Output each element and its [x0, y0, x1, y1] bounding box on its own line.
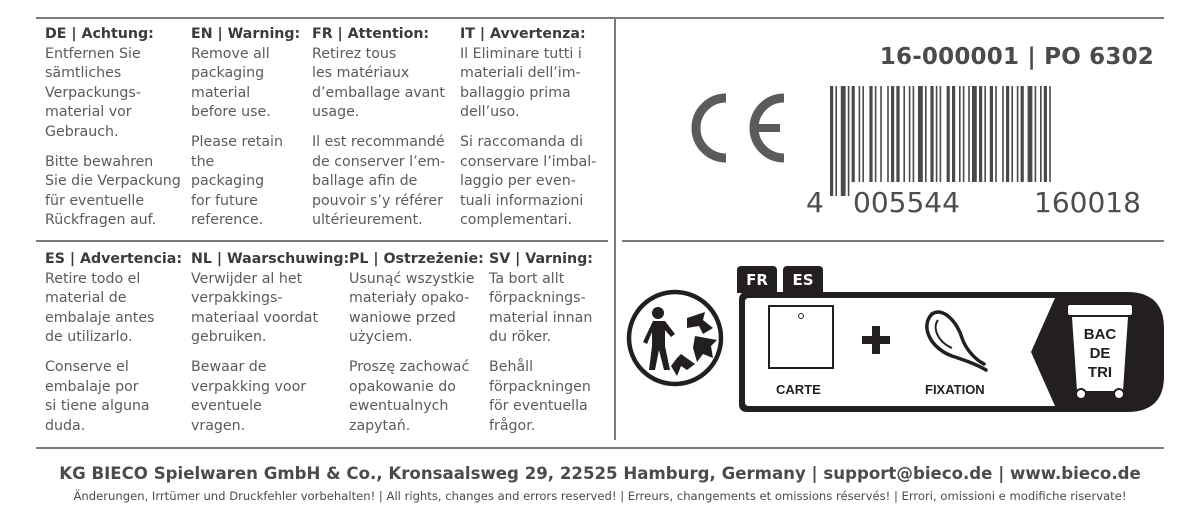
barcode-bar [1002, 86, 1004, 182]
warning-paragraph [489, 270, 593, 348]
barcode-bar [835, 86, 837, 196]
text-line: laggio per even- [460, 173, 576, 190]
barcode-bar [1017, 86, 1019, 182]
barcode-bar [909, 86, 911, 182]
barcode-bar [887, 86, 889, 182]
warning-paragraph [349, 358, 484, 436]
barcode-bar [1044, 86, 1047, 182]
text-line: für eventuelle [45, 192, 145, 209]
text-line: Bitte bewahren [45, 153, 154, 170]
warning-heading: IT | Avvertenza: [460, 26, 586, 42]
left-middle-rule [36, 240, 608, 242]
barcode-bar [1028, 86, 1033, 182]
warning-de [45, 25, 181, 231]
text-line: förpackningen [489, 378, 591, 395]
text-line: ultérieurement. [312, 212, 423, 229]
barcode-bar [959, 86, 961, 182]
barcode-bar [869, 86, 872, 182]
warning-es [45, 250, 182, 436]
tab-fr: FR [737, 266, 777, 293]
text-line: si tiene alguna [45, 398, 150, 415]
text-line: packaging [191, 173, 265, 190]
barcode-bar [952, 86, 955, 182]
barcode-digit-first: 4 [806, 186, 824, 219]
text-line: frågor. [489, 417, 536, 434]
barcode-bar [925, 86, 927, 182]
barcode-bar [995, 86, 997, 182]
text-line: waniowe przed [349, 309, 456, 326]
barcode-bar [891, 86, 894, 182]
warning-heading: ES | Advertencia: [45, 251, 182, 267]
text-line: eventuele [191, 398, 262, 415]
text-line: Il est recommandé [312, 133, 445, 150]
text-line: reference. [191, 212, 264, 229]
bin-text-line-1: BAC [1083, 326, 1117, 343]
text-line: conservare l’imbal- [460, 153, 597, 170]
text-line: complementari. [460, 212, 573, 229]
warning-paragraph [312, 133, 445, 231]
warning-paragraph [460, 45, 596, 123]
text-line: material innan [489, 309, 593, 326]
barcode-bar [918, 86, 923, 182]
barcode-bar [940, 86, 942, 182]
warning-paragraph [45, 45, 181, 143]
card-icon [768, 305, 834, 369]
top-rule [36, 17, 1164, 19]
barcode-bar [1021, 86, 1024, 182]
text-line: d’emballage avant [312, 84, 445, 101]
barcode-bar [1040, 86, 1042, 182]
text-line: embalaje antes [45, 309, 155, 326]
text-line: użyciem. [349, 329, 413, 346]
text-line: Retirez tous [312, 45, 397, 62]
text-line: Conserve el [45, 358, 129, 375]
text-line: Rückfragen auf. [45, 212, 157, 229]
text-line: vragen. [191, 417, 246, 434]
barcode-bar [936, 86, 938, 182]
text-line: Verwijder al het [191, 270, 303, 287]
text-line: before use. [191, 104, 271, 121]
warning-paragraph [45, 270, 182, 348]
barcode-bar [830, 86, 833, 196]
text-line: the [191, 153, 215, 170]
vertical-divider [614, 19, 616, 440]
bin-text-line-2: DE [1089, 345, 1111, 362]
warning-en [191, 25, 300, 231]
text-line: material de [45, 290, 127, 307]
warning-it [460, 25, 596, 231]
barcode-bar [947, 86, 950, 182]
text-line: Bewaar de [191, 358, 267, 375]
ce-mark-icon [686, 86, 792, 170]
barcode-bar [896, 86, 899, 182]
disclaimer-line: Änderungen, Irrtümer und Druckfehler vorbehalten! | All rights, changes and errors reserved! | Erreurs, changements et omissions réservés! | Errori, omissioni e modifiche riservate! [73, 489, 1127, 503]
text-line: sämtliches [45, 65, 122, 82]
barcode [828, 86, 1158, 196]
text-line: Please retain [191, 133, 283, 150]
text-line: packaging [191, 65, 265, 82]
text-line: dell’uso. [460, 104, 520, 121]
text-line: du röker. [489, 329, 552, 346]
text-line: embalaje por [45, 378, 139, 395]
barcode-bar [1011, 86, 1013, 182]
company-address-line: KG BIECO Spielwaren GmbH & Co., Kronsaalsweg 29, 22525 Hamburg, Germany | support@bieco.de | www.bieco.de [59, 464, 1141, 483]
warning-heading: SV | Varning: [489, 251, 593, 267]
barcode-bar [862, 86, 864, 182]
warning-paragraph [45, 153, 181, 231]
text-line: verpakkings- [191, 290, 283, 307]
warning-sv [489, 250, 593, 436]
barcode-bar [880, 86, 882, 182]
text-line: Entfernen Sie [45, 45, 141, 62]
barcode-bar [1049, 86, 1051, 182]
barcode-bar [848, 86, 850, 196]
barcode-bar [984, 86, 986, 182]
text-line: Gebrauch. [45, 123, 119, 140]
warning-heading: DE | Achtung: [45, 26, 154, 42]
plus-icon [861, 325, 891, 355]
text-line: Retire todo el [45, 270, 141, 287]
bottom-rule [36, 447, 1164, 449]
warning-paragraph [489, 358, 593, 436]
warning-paragraph [191, 270, 349, 348]
barcode-bar [968, 86, 970, 182]
card-label: CARTE [776, 382, 821, 397]
warning-paragraph [349, 270, 484, 348]
text-line: zapytań. [349, 417, 411, 434]
bin-text-line-3: TRI [1087, 364, 1113, 381]
barcode-bar [963, 86, 965, 182]
warning-paragraph [191, 358, 349, 436]
warning-heading: PL | Ostrzeżenie: [349, 251, 484, 267]
text-line: ewentualnych [349, 398, 449, 415]
barcode-bar [990, 86, 993, 182]
text-line: förpacknings- [489, 290, 586, 307]
text-line: Si raccomanda di [460, 133, 583, 150]
text-line: gebruiken. [191, 329, 267, 346]
text-line: duda. [45, 417, 86, 434]
text-line: material [191, 84, 251, 101]
barcode-bar [972, 86, 977, 182]
text-line: materiali dell’im- [460, 65, 581, 82]
text-line: tuali informazioni [460, 192, 584, 209]
warning-paragraph [191, 45, 300, 123]
warning-heading: EN | Warning: [191, 26, 301, 42]
warning-pl [349, 250, 484, 436]
card-hole [798, 313, 804, 319]
barcode-bar [859, 86, 861, 182]
barcode-bar [930, 86, 933, 182]
text-line: de conserver l’em- [312, 153, 446, 170]
text-line: opakowanie do [349, 378, 456, 395]
text-line: verpakking voor [191, 378, 307, 395]
product-code: 16-000001 | PO 6302 [879, 44, 1154, 70]
text-line: Usunąć wszystkie [349, 270, 475, 287]
fixation-icon [918, 304, 990, 372]
barcode-bar [913, 86, 915, 182]
barcode-digits-left: 005544 [853, 186, 960, 219]
text-line: Proszę zachować [349, 358, 470, 375]
text-line: Remove all [191, 45, 270, 62]
barcode-bar [1006, 86, 1009, 182]
warning-paragraph [45, 358, 182, 436]
text-line: les matériaux [312, 65, 410, 82]
text-line: de utilizarlo. [45, 329, 133, 346]
barcode-bar [1035, 86, 1037, 182]
barcode-bar [903, 86, 905, 182]
warning-nl [191, 250, 349, 436]
barcode-bar [841, 86, 846, 196]
fixation-label: FIXATION [925, 382, 985, 397]
text-line: material vor [45, 104, 132, 121]
right-middle-rule [622, 240, 1164, 242]
text-line: ballaggio prima [460, 84, 571, 101]
text-line: Il Eliminare tutti i [460, 45, 582, 62]
warning-fr [312, 25, 445, 231]
text-line: ballage afin de [312, 173, 418, 190]
text-line: Ta bort allt [489, 270, 565, 287]
barcode-bar [979, 86, 982, 182]
barcode-bar [852, 86, 855, 182]
recycling-bin-icon [1065, 301, 1135, 401]
barcode-digits-right: 160018 [1034, 186, 1141, 219]
warning-heading: FR | Attention: [312, 26, 430, 42]
warning-paragraph [312, 45, 445, 123]
warning-heading: NL | Waarschuwing: [191, 251, 350, 267]
text-line: for future [191, 192, 258, 209]
text-line: Verpackungs- [45, 84, 141, 101]
text-line: för eventuella [489, 398, 588, 415]
text-line: materiaal voordat [191, 309, 319, 326]
barcode-bar [875, 86, 877, 182]
warning-paragraph [191, 133, 300, 231]
tab-es: ES [783, 266, 823, 293]
text-line: Sie die Verpackung [45, 173, 181, 190]
text-line: usage. [312, 104, 360, 121]
triman-recycling-icon [625, 288, 725, 388]
text-line: materiały opako- [349, 290, 470, 307]
warning-paragraph [460, 133, 596, 231]
text-line: Behåll [489, 358, 534, 375]
text-line: pouvoir s’y référer [312, 192, 443, 209]
